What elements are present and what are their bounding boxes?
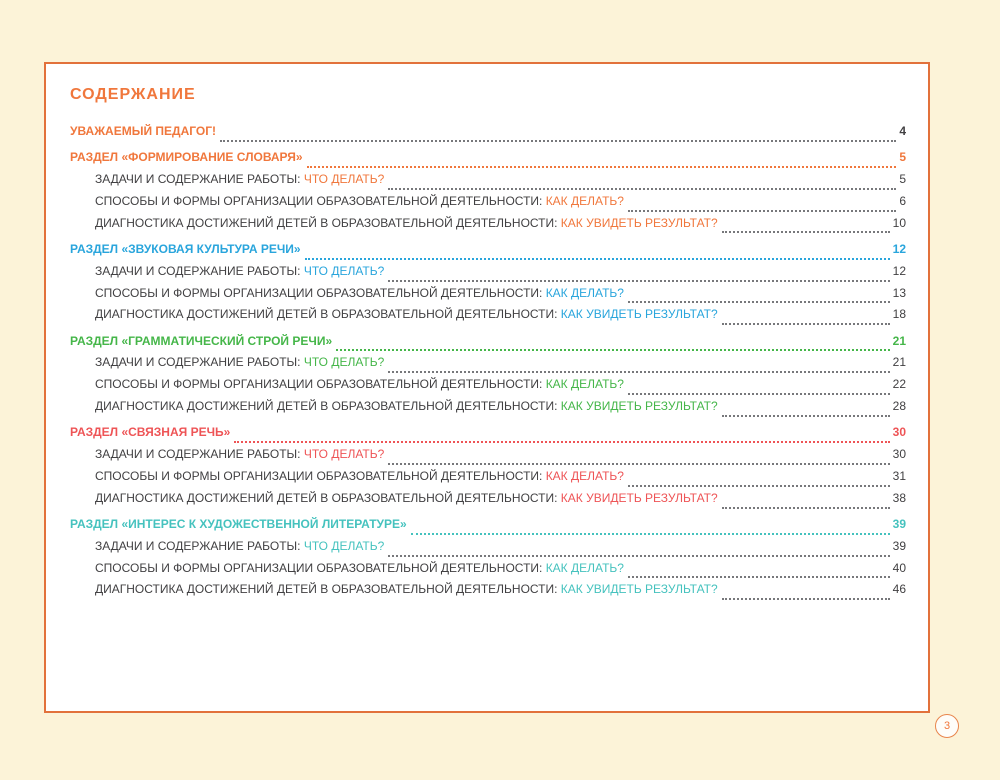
toc-leader-dots — [220, 140, 896, 142]
toc-entry-label — [70, 334, 332, 348]
toc-page-number: 21 — [892, 355, 906, 370]
toc-item-text: ДИАГНОСТИКА ДОСТИЖЕНИЙ ДЕТЕЙ В ОБРАЗОВАТЕЛЬНОЙ ДЕЯТЕЛЬНОСТИ: — [95, 307, 561, 322]
toc-entry-label — [95, 582, 718, 596]
toc-leader-dots — [722, 231, 890, 233]
toc-page-number: 5 — [899, 150, 906, 165]
toc-page-number: 22 — [892, 377, 906, 392]
toc-row — [70, 242, 906, 264]
toc-row — [70, 355, 906, 377]
toc-item-text: ДИАГНОСТИКА ДОСТИЖЕНИЙ ДЕТЕЙ В ОБРАЗОВАТЕЛЬНОЙ ДЕЯТЕЛЬНОСТИ: — [95, 399, 561, 414]
toc-row — [70, 334, 906, 356]
toc-row — [70, 399, 906, 421]
toc-row — [70, 150, 906, 172]
toc-row — [70, 172, 906, 194]
toc-page-number: 46 — [892, 582, 906, 597]
toc-item-text: ЗАДАЧИ И СОДЕРЖАНИЕ РАБОТЫ: — [95, 172, 304, 187]
toc-entry-label — [70, 242, 301, 256]
toc-entry-label — [95, 399, 718, 413]
toc-leader-dots — [628, 301, 890, 303]
toc-page-number: 6 — [899, 193, 906, 208]
toc-entry-label — [70, 124, 216, 138]
toc-page-number: 12 — [892, 263, 906, 278]
toc-leader-dots — [234, 441, 889, 443]
toc-page-number: 12 — [892, 241, 906, 256]
toc-row — [70, 425, 906, 447]
toc-item-text: СПОСОБЫ И ФОРМЫ ОРГАНИЗАЦИИ ОБРАЗОВАТЕЛЬНОЙ ДЕЯТЕЛЬНОСТИ: — [95, 377, 546, 392]
toc-row — [70, 377, 906, 399]
toc-leader-dots — [628, 576, 890, 578]
toc-item-accent-text: ЧТО ДЕЛАТЬ? — [303, 538, 385, 553]
toc-row — [70, 447, 906, 469]
toc-entry-label — [95, 561, 624, 575]
toc-page-number: 18 — [892, 307, 906, 322]
toc-item-text: ЗАДАЧИ И СОДЕРЖАНИЕ РАБОТЫ: — [95, 447, 304, 462]
toc-page-number: 28 — [892, 399, 906, 414]
toc-page-number: 21 — [892, 333, 906, 348]
toc-row — [70, 517, 906, 539]
toc-page-number: 30 — [892, 447, 906, 462]
toc-item-accent-text: КАК УВИДЕТЬ РЕЗУЛЬТАТ? — [560, 582, 718, 597]
toc-item-accent-text: ЧТО ДЕЛАТЬ? — [303, 447, 385, 462]
toc-leader-dots — [628, 210, 896, 212]
toc-item-accent-text: КАК ДЕЛАТЬ? — [545, 468, 624, 483]
toc-item-text: СПОСОБЫ И ФОРМЫ ОРГАНИЗАЦИИ ОБРАЗОВАТЕЛЬНОЙ ДЕЯТЕЛЬНОСТИ: — [95, 468, 546, 483]
toc-row — [70, 216, 906, 238]
toc-item-text: ЗАДАЧИ И СОДЕРЖАНИЕ РАБОТЫ: — [95, 538, 304, 553]
page-number: 3 — [943, 720, 951, 732]
toc-list — [70, 124, 906, 604]
toc-page-number: 10 — [892, 215, 906, 230]
toc-entry-label — [95, 216, 718, 230]
toc-item-accent-text: ЧТО ДЕЛАТЬ? — [303, 263, 385, 278]
toc-item-text: ЗАДАЧИ И СОДЕРЖАНИЕ РАБОТЫ: — [95, 355, 304, 370]
toc-leader-dots — [722, 507, 890, 509]
toc-item-accent-text: ЧТО ДЕЛАТЬ? — [303, 355, 385, 370]
toc-section-title: РАЗДЕЛ «ИНТЕРЕС К ХУДОЖЕСТВЕННОЙ ЛИТЕРАТУРЕ» — [70, 517, 407, 532]
toc-entry-label — [95, 377, 624, 391]
toc-item-accent-text: КАК ДЕЛАТЬ? — [545, 377, 624, 392]
toc-entry-label — [95, 491, 718, 505]
toc-section-title: РАЗДЕЛ «СВЯЗНАЯ РЕЧЬ» — [70, 425, 231, 440]
toc-leader-dots — [305, 258, 890, 260]
toc-item-text: СПОСОБЫ И ФОРМЫ ОРГАНИЗАЦИИ ОБРАЗОВАТЕЛЬНОЙ ДЕЯТЕЛЬНОСТИ: — [95, 193, 546, 208]
toc-row — [70, 469, 906, 491]
toc-row — [70, 539, 906, 561]
toc-leader-dots — [388, 463, 889, 465]
toc-leader-dots — [388, 280, 889, 282]
toc-page-number: 31 — [892, 468, 906, 483]
toc-item-text: ЗАДАЧИ И СОДЕРЖАНИЕ РАБОТЫ: — [95, 263, 304, 278]
toc-section-title: РАЗДЕЛ «ЗВУКОВАЯ КУЛЬТУРА РЕЧИ» — [70, 241, 301, 256]
toc-entry-label — [95, 194, 624, 208]
toc-page-number: 38 — [892, 490, 906, 505]
toc-page-number: 39 — [892, 517, 906, 532]
toc-item-text: СПОСОБЫ И ФОРМЫ ОРГАНИЗАЦИИ ОБРАЗОВАТЕЛЬНОЙ ДЕЯТЕЛЬНОСТИ: — [95, 285, 546, 300]
toc-item-text: ДИАГНОСТИКА ДОСТИЖЕНИЙ ДЕТЕЙ В ОБРАЗОВАТЕЛЬНОЙ ДЕЯТЕЛЬНОСТИ: — [95, 582, 561, 597]
toc-item-accent-text: КАК ДЕЛАТЬ? — [545, 193, 624, 208]
toc-entry-label — [70, 150, 303, 164]
toc-entry-label — [95, 447, 384, 461]
toc-leader-dots — [722, 598, 890, 600]
toc-page-number: 5 — [899, 172, 906, 187]
toc-entry-label — [95, 539, 384, 553]
toc-section-title: УВАЖАЕМЫЙ ПЕДАГОГ! — [70, 124, 217, 138]
toc-page-number: 39 — [892, 538, 906, 553]
toc-row — [70, 194, 906, 216]
toc-entry-label — [95, 307, 718, 321]
toc-item-accent-text: КАК УВИДЕТЬ РЕЗУЛЬТАТ? — [560, 399, 718, 414]
toc-leader-dots — [307, 166, 897, 168]
toc-leader-dots — [411, 533, 890, 535]
toc-entry-label — [95, 264, 384, 278]
toc-item-accent-text: КАК УВИДЕТЬ РЕЗУЛЬТАТ? — [560, 307, 718, 322]
toc-page-number: 4 — [899, 124, 906, 138]
toc-row — [70, 582, 906, 604]
toc-leader-dots — [336, 349, 890, 351]
toc-row — [70, 491, 906, 513]
toc-entry-label — [95, 286, 624, 300]
toc-entry-label — [70, 517, 407, 531]
toc-item-accent-text: КАК УВИДЕТЬ РЕЗУЛЬТАТ? — [560, 215, 718, 230]
toc-page-number: 13 — [892, 285, 906, 300]
toc-leader-dots — [628, 393, 890, 395]
toc-entry-label — [95, 469, 624, 483]
toc-entry-label — [70, 425, 230, 439]
toc-page-number: 30 — [892, 425, 906, 440]
toc-section-title: РАЗДЕЛ «ГРАММАТИЧЕСКИЙ СТРОЙ РЕЧИ» — [70, 333, 333, 348]
toc-leader-dots — [388, 371, 889, 373]
toc-item-text: ДИАГНОСТИКА ДОСТИЖЕНИЙ ДЕТЕЙ В ОБРАЗОВАТЕЛЬНОЙ ДЕЯТЕЛЬНОСТИ: — [95, 215, 561, 230]
toc-item-accent-text: ЧТО ДЕЛАТЬ? — [303, 172, 385, 187]
toc-item-accent-text: КАК УВИДЕТЬ РЕЗУЛЬТАТ? — [560, 490, 718, 505]
toc-leader-dots — [388, 188, 896, 190]
toc-item-accent-text: КАК ДЕЛАТЬ? — [545, 560, 624, 575]
toc-row — [70, 124, 906, 146]
toc-leader-dots — [722, 415, 890, 417]
toc-entry-label — [95, 355, 384, 369]
page-title: СОДЕРЖАНИЕ — [70, 86, 196, 103]
toc-item-text: ДИАГНОСТИКА ДОСТИЖЕНИЙ ДЕТЕЙ В ОБРАЗОВАТЕЛЬНОЙ ДЕЯТЕЛЬНОСТИ: — [95, 490, 561, 505]
toc-row — [70, 286, 906, 308]
toc-page-number: 40 — [892, 560, 906, 575]
toc-leader-dots — [722, 323, 890, 325]
toc-row — [70, 307, 906, 329]
toc-leader-dots — [388, 555, 889, 557]
toc-section-title: РАЗДЕЛ «ФОРМИРОВАНИЕ СЛОВАРЯ» — [70, 150, 303, 165]
toc-item-text: СПОСОБЫ И ФОРМЫ ОРГАНИЗАЦИИ ОБРАЗОВАТЕЛЬНОЙ ДЕЯТЕЛЬНОСТИ: — [95, 560, 546, 575]
toc-row — [70, 561, 906, 583]
contents-sheet — [44, 62, 930, 713]
toc-leader-dots — [628, 485, 890, 487]
toc-entry-label — [95, 172, 384, 186]
page-number-badge — [935, 714, 959, 738]
toc-item-accent-text: КАК ДЕЛАТЬ? — [545, 285, 624, 300]
toc-row — [70, 264, 906, 286]
